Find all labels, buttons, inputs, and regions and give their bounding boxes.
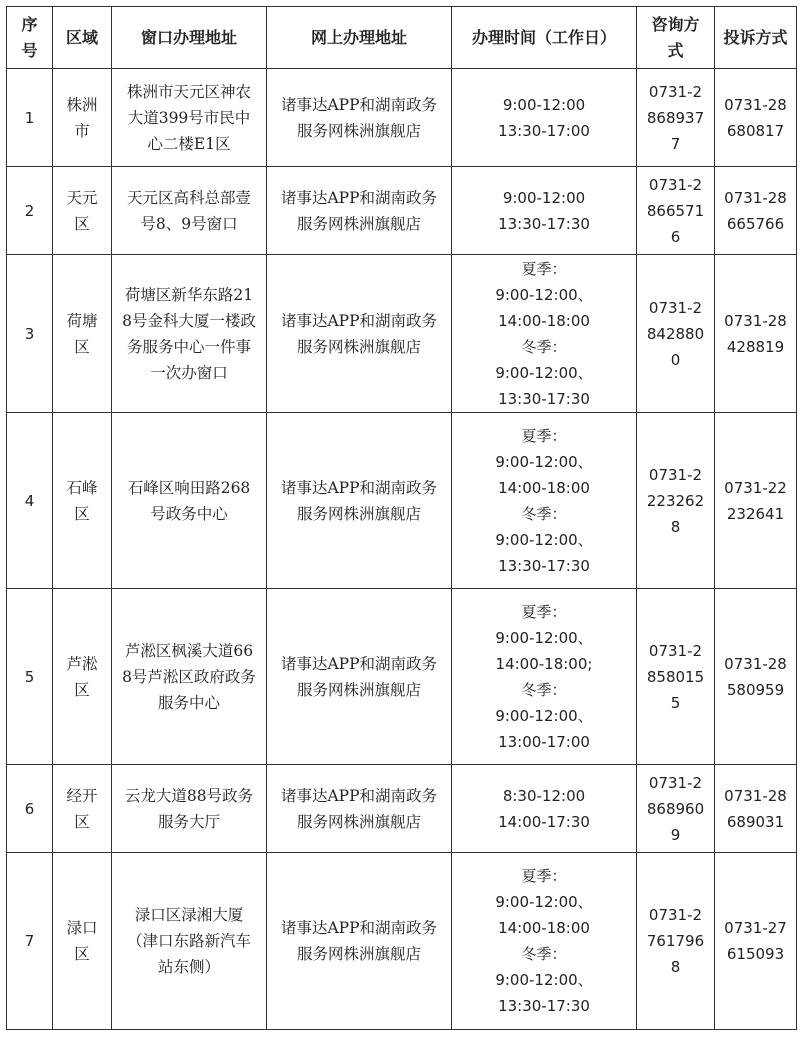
header-online-address: 网上办理地址 xyxy=(267,7,452,69)
hours-line: 冬季： xyxy=(521,945,567,963)
hours-line: 13:00-17:00 xyxy=(498,732,590,751)
row-seq: 3 xyxy=(7,255,53,413)
row-online-address: 诸事达APP和湖南政务服务网株洲旗舰店 xyxy=(267,589,452,765)
row-district: 芦淞区 xyxy=(53,589,112,765)
header-window-address: 窗口办理地址 xyxy=(112,7,267,69)
table-row xyxy=(7,255,797,413)
table-body xyxy=(7,69,797,1030)
row-seq: 2 xyxy=(7,167,53,255)
row-seq: 4 xyxy=(7,413,53,589)
row-seq: 7 xyxy=(7,853,53,1030)
row-complaint-phone: 0731-28580959 xyxy=(715,589,797,765)
row-hours xyxy=(452,413,637,589)
row-window-address: 渌口区渌湘大厦（津口东路新汽车站东侧） xyxy=(112,853,267,1030)
row-window-address: 荷塘区新华东路218号金科大厦一楼政务服务中心一件事一次办窗口 xyxy=(112,255,267,413)
row-consult-phone: 0731-28665716 xyxy=(637,167,715,255)
header-complaint: 投诉方式 xyxy=(715,7,797,69)
row-online-address: 诸事达APP和湖南政务服务网株洲旗舰店 xyxy=(267,765,452,853)
hours-line: 夏季： xyxy=(521,426,567,445)
hours-line: 9:00-12:00、 xyxy=(495,971,593,989)
header-seq: 序号 xyxy=(7,7,53,69)
row-district: 经开区 xyxy=(53,765,112,853)
hours-line: 冬季： xyxy=(521,337,567,356)
row-consult-phone: 0731-28580155 xyxy=(637,589,715,765)
table-row xyxy=(7,589,797,765)
row-seq: 6 xyxy=(7,765,53,853)
hours-line: 13:30-17:30 xyxy=(498,389,590,408)
hours-line: 9:00-12:00、 xyxy=(495,893,593,911)
row-hours xyxy=(452,765,637,853)
hours-line: 14:00-18:00; xyxy=(495,654,593,673)
row-district: 株洲市 xyxy=(53,69,112,167)
table-row xyxy=(7,853,797,1030)
row-window-address: 天元区高科总部壹号8、9号窗口 xyxy=(112,167,267,255)
row-consult-phone: 0731-28689609 xyxy=(637,765,715,853)
hours-line: 14:00-18:00 xyxy=(498,919,590,937)
row-complaint-phone: 0731-22232641 xyxy=(715,413,797,589)
row-online-address: 诸事达APP和湖南政务服务网株洲旗舰店 xyxy=(267,853,452,1030)
hours-line: 8:30-12:00 xyxy=(502,786,586,805)
header-consult: 咨询方式 xyxy=(637,7,715,69)
header-district: 区域 xyxy=(53,7,112,69)
header-row xyxy=(7,7,797,69)
row-consult-phone: 0731-22232628 xyxy=(637,413,715,589)
hours-line: 9:00-12:00、 xyxy=(495,363,593,382)
hours-line: 9:00-12:00 xyxy=(502,95,586,114)
service-table xyxy=(6,6,797,1030)
table-row xyxy=(7,413,797,589)
row-district: 渌口区 xyxy=(53,853,112,1030)
row-window-address: 云龙大道88号政务服务大厅 xyxy=(112,765,267,853)
row-window-address: 石峰区响田路268号政务中心 xyxy=(112,413,267,589)
row-seq: 1 xyxy=(7,69,53,167)
hours-line: 9:00-12:00、 xyxy=(495,285,593,304)
row-window-address: 芦淞区枫溪大道668号芦淞区政府政务服务中心 xyxy=(112,589,267,765)
row-hours xyxy=(452,255,637,413)
table-row xyxy=(7,69,797,167)
hours-line: 13:30-17:30 xyxy=(498,556,590,575)
row-complaint-phone: 0731-27615093 xyxy=(715,853,797,1030)
hours-line: 13:30-17:30 xyxy=(498,997,590,1015)
row-consult-phone: 0731-28689377 xyxy=(637,69,715,167)
hours-line: 13:30-17:30 xyxy=(498,214,590,233)
row-online-address: 诸事达APP和湖南政务服务网株洲旗舰店 xyxy=(267,255,452,413)
row-online-address: 诸事达APP和湖南政务服务网株洲旗舰店 xyxy=(267,413,452,589)
hours-line: 14:00-18:00 xyxy=(498,311,590,330)
row-hours xyxy=(452,853,637,1030)
hours-line: 夏季： xyxy=(521,602,567,621)
hours-line: 14:00-18:00 xyxy=(498,478,590,497)
hours-line: 9:00-12:00、 xyxy=(495,706,593,725)
hours-line: 冬季： xyxy=(521,504,567,523)
hours-line: 9:00-12:00、 xyxy=(495,452,593,471)
row-hours xyxy=(452,167,637,255)
hours-line: 冬季： xyxy=(521,680,567,699)
row-complaint-phone: 0731-28680817 xyxy=(715,69,797,167)
row-window-address: 株洲市天元区神农大道399号市民中心二楼E1区 xyxy=(112,69,267,167)
row-seq: 5 xyxy=(7,589,53,765)
row-complaint-phone: 0731-28428819 xyxy=(715,255,797,413)
row-complaint-phone: 0731-28689031 xyxy=(715,765,797,853)
hours-line: 9:00-12:00 xyxy=(502,188,586,207)
row-consult-phone: 0731-27617968 xyxy=(637,853,715,1030)
row-online-address: 诸事达APP和湖南政务服务网株洲旗舰店 xyxy=(267,69,452,167)
row-online-address: 诸事达APP和湖南政务服务网株洲旗舰店 xyxy=(267,167,452,255)
hours-line: 9:00-12:00、 xyxy=(495,530,593,549)
table-row xyxy=(7,765,797,853)
table-row xyxy=(7,167,797,255)
row-district: 荷塘区 xyxy=(53,255,112,413)
row-district: 石峰区 xyxy=(53,413,112,589)
row-complaint-phone: 0731-28665766 xyxy=(715,167,797,255)
row-district: 天元区 xyxy=(53,167,112,255)
hours-line: 9:00-12:00、 xyxy=(495,628,593,647)
hours-line: 夏季： xyxy=(521,259,567,278)
row-hours xyxy=(452,69,637,167)
hours-line: 夏季： xyxy=(521,867,567,885)
hours-line: 14:00-17:30 xyxy=(498,812,590,831)
header-hours: 办理时间（工作日） xyxy=(452,7,637,69)
row-consult-phone: 0731-28428800 xyxy=(637,255,715,413)
hours-line: 13:30-17:00 xyxy=(498,121,590,140)
row-hours xyxy=(452,589,637,765)
